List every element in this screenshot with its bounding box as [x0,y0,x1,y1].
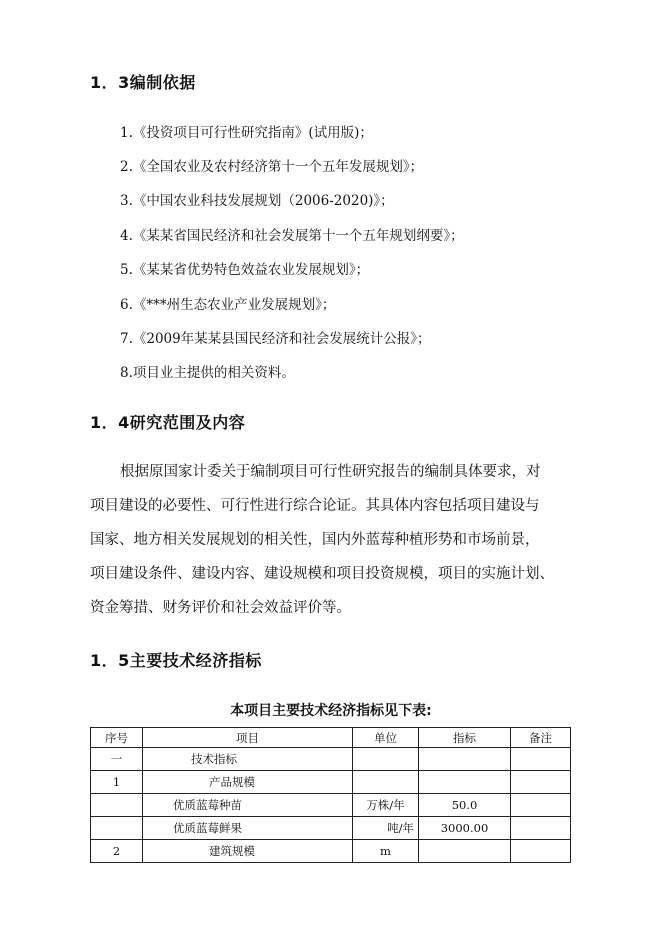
cell-seq: 1 [91,771,143,794]
header-seq: 序号 [91,728,143,748]
cell-seq: 一 [91,748,143,771]
cell-unit [353,748,419,771]
cell-item: 优质蓝莓鲜果 [143,817,353,840]
cell-unit [353,771,419,794]
header-index: 指标 [419,728,511,748]
section-heading-1-5: 1．5主要技术经济指标 [90,651,262,670]
cell-index: 50.0 [419,794,511,817]
table-caption: 本项目主要技术经济指标见下表: [230,703,432,719]
reference-item-3: 3.《中国农业科技发展规划（2006-2020)》； [120,193,394,209]
table-header-row [91,728,571,748]
paragraph-line-2: 项目建设的必要性、可行性进行综合论证。其具体内容包括项目建设与 [90,498,540,514]
cell-index: 3000.00 [419,817,511,840]
paragraph-line-4: 项目建设条件、建设内容、建设规模和项目投资规模，项目的实施计划、 [90,566,554,582]
cell-unit: m [353,840,419,863]
table-row [91,840,571,863]
cell-seq: 2 [91,840,143,863]
reference-item-2: 2.《全国农业及农村经济第十一个五年发展规划》； [120,159,424,175]
table-row [91,794,571,817]
reference-item-6: 6.《***州生态农业产业发展规划》； [120,297,336,313]
cell-unit: 万株/年 [353,794,419,817]
cell-remark [511,771,571,794]
paragraph-line-1: 根据原国家计委关于编制项目可行性研究报告的编制具体要求，对 [120,464,541,480]
section-heading-1-4: 1．4研究范围及内容 [90,413,246,432]
cell-remark [511,817,571,840]
paragraph-line-3: 国家、地方相关发展规划的相关性，国内外蓝莓种植形势和市场前景， [90,532,540,548]
cell-item: 技术指标 [143,748,353,771]
cell-index [419,771,511,794]
cell-index [419,840,511,863]
reference-item-1: 1.《投资项目可行性研究指南》(试用版)； [120,125,373,141]
reference-item-7: 7.《2009年某某县国民经济和社会发展统计公报》； [120,331,431,347]
section-heading-1-3: 1．3编制依据 [90,73,196,92]
cell-unit: 吨/年 [353,817,419,840]
cell-index [419,748,511,771]
header-item: 项目 [143,728,353,748]
cell-seq [91,817,143,840]
table-row [91,771,571,794]
cell-item: 产品规模 [143,771,353,794]
header-remark: 备注 [511,728,571,748]
table-row [91,817,571,840]
paragraph-line-5: 资金筹措、财务评价和社会效益评价等。 [90,600,351,616]
cell-remark [511,748,571,771]
tech-economic-table [90,727,571,863]
cell-remark [511,840,571,863]
reference-item-4: 4.《某某省国民经济和社会发展第十一个五年规划纲要》； [120,228,464,244]
cell-item: 建筑规模 [143,840,353,863]
reference-item-8: 8.项目业主提供的相关资料。 [120,365,295,381]
cell-remark [511,794,571,817]
reference-item-5: 5.《某某省优势特色效益农业发展规划》； [120,262,370,278]
table-row [91,748,571,771]
cell-item: 优质蓝莓种苗 [143,794,353,817]
header-unit: 单位 [353,728,419,748]
cell-seq [91,794,143,817]
